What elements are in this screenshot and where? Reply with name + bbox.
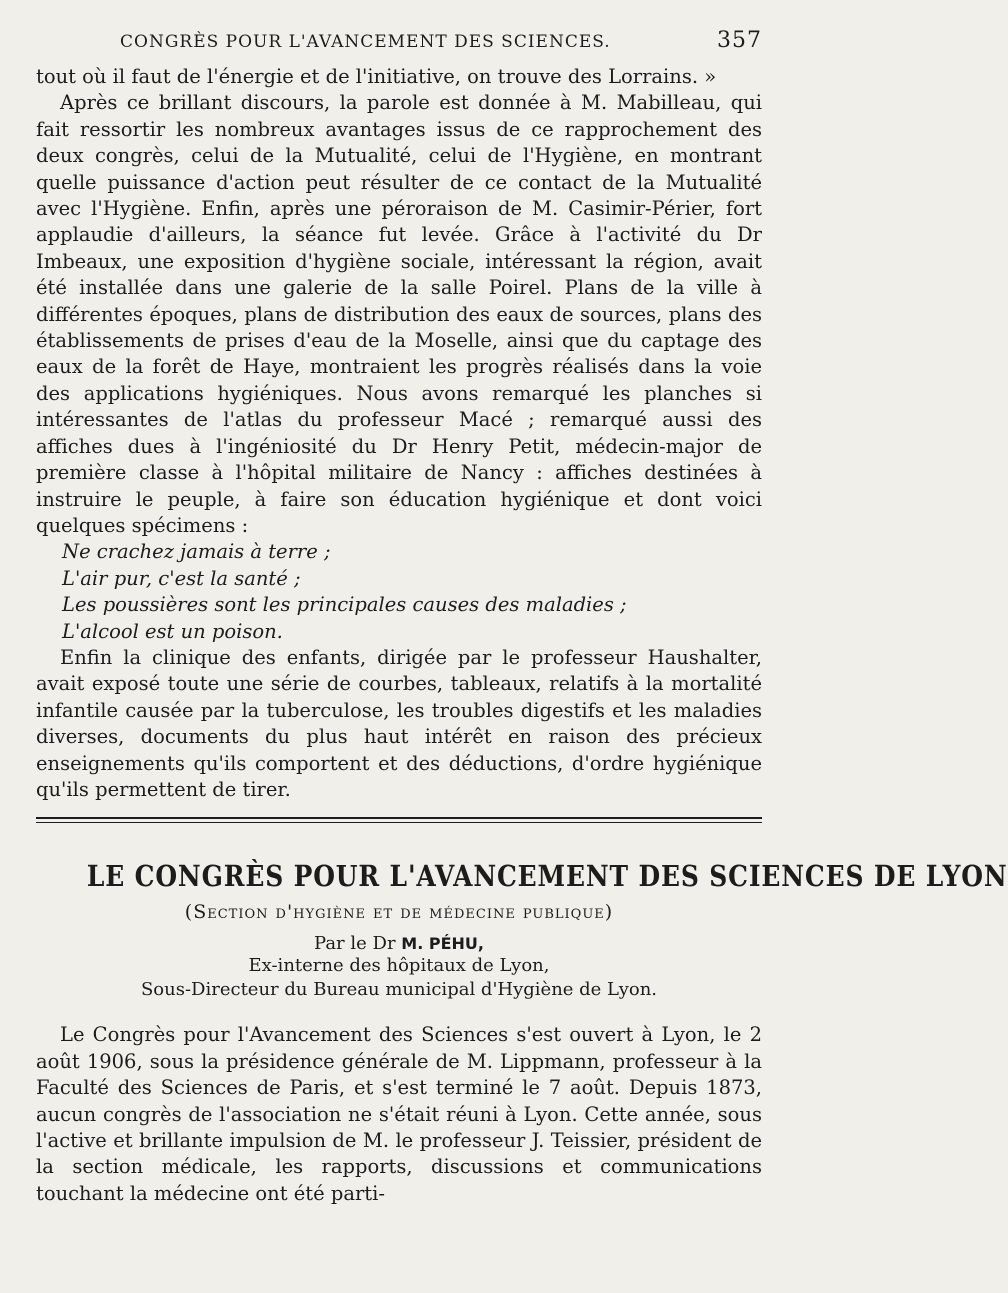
author-affiliation-2: Sous-Directeur du Bureau municipal d'Hygiène de Lyon.: [140, 979, 658, 1001]
slogan-item: L'air pur, c'est la santé ;: [62, 566, 301, 590]
author-name: M. PÉHU,: [401, 934, 484, 954]
byline: [36, 933, 762, 954]
article-section: (Section d'hygiène et de médecine publique): [184, 901, 614, 924]
author-affiliation-1: Ex-interne des hôpitaux de Lyon,: [248, 955, 550, 977]
divider-rule-thin: [36, 822, 762, 823]
paragraph-clinic: Enfin la clinique des enfants, dirigée par le professeur Haushalter, avait exposé toute une série de courbes, tableaux, relatifs à la mortalité infantile causée par la tuberculose, les troubles digestifs et les maladies diverses, documents du plus haut intérêt en raison des précieux enseignements qu'ils comportent et des déductions, d'ordre hygiénique qu'ils permettent de tirer.: [36, 645, 762, 801]
slogan-item: L'alcool est un poison.: [62, 619, 283, 643]
article-headline: LE CONGRÈS POUR L'AVANCEMENT DES SCIENCES DE LYON: [86, 859, 1008, 894]
running-head: [36, 28, 762, 64]
divider-rule: [36, 817, 762, 819]
page-number: 357: [717, 28, 762, 53]
page: [36, 28, 1008, 1207]
slogan-item: Les poussières sont les principales causes des maladies ;: [62, 593, 627, 617]
slogan-list: [62, 539, 762, 645]
byline-prefix: Par le Dr: [314, 933, 396, 955]
paragraph-closing-quote: tout où il faut de l'énergie et de l'initiative, on trouve des Lorrains. »: [36, 65, 717, 88]
paragraph-article-intro: Le Congrès pour l'Avancement des Sciences s'est ouvert à Lyon, le 2 août 1906, sous la présidence générale de M. Lippmann, professeur à la Faculté des Sciences de Paris, et s'est terminé le 7 août. Depuis 1873, aucun congrès de l'association ne s'était réuni à Lyon. Cette année, sous l'active et brillante impulsion de M. le professeur J. Teissier, président de la section médicale, les rapports, discussions et communications touchant la médecine ont été parti-: [36, 1023, 762, 1205]
running-title: CONGRÈS POUR L'AVANCEMENT DES SCIENCES.: [120, 32, 611, 52]
slogan-item: Ne crachez jamais à terre ;: [62, 540, 331, 564]
paragraph-exposition: Après ce brillant discours, la parole est donnée à M. Mabilleau, qui fait ressortir les nombreux avantages issus de ce rapprochement des deux congrès, celui de la Mutualité, celui de l'Hygiène, en montrant quelle puissance d'action peut résulter de ce contact de la Mutualité avec l'Hygiène. Enfin, après une péroraison de M. Casimir-Périer, fort applaudie d'ailleurs, la séance fut levée. Grâce à l'activité du Dr Imbeaux, une exposition d'hygiène sociale, intéressant la région, avait été installée dans une galerie de la salle Poirel. Plans de la ville à différentes époques, plans de distribution des eaux de sources, plans des établissements de prises d'eau de la Moselle, ainsi que du captage des eaux de la forêt de Haye, montraient les progrès réalisés dans la voie des applications hygiéniques. Nous avons remarqué les planches si intéressantes de l'atlas du professeur Macé ; remarqué aussi des affiches dues à l'ingéniosité du Dr Henry Petit, médecin-major de première classe à l'hôpital militaire de Nancy : affiches destinées à instruire le peuple, à faire son éducation hygiénique et dont voici quelques spécimens :: [36, 91, 762, 537]
